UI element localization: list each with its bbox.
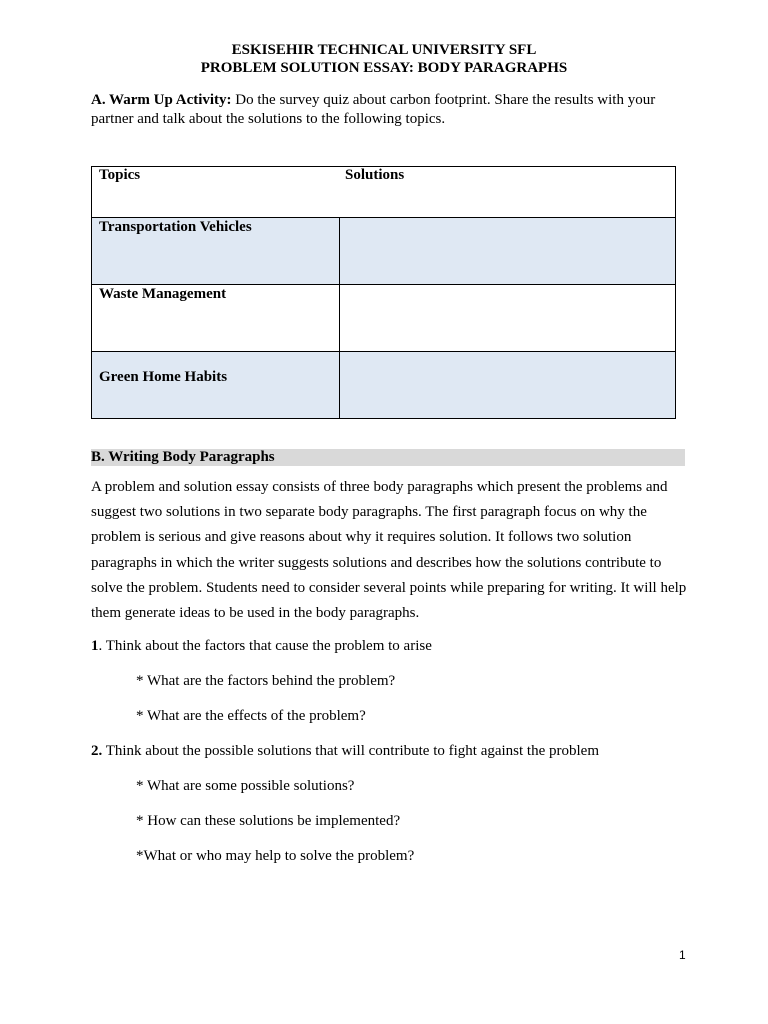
- point-1-text: . Think about the factors that cause the problem to arise: [98, 638, 432, 654]
- topic-label: Waste Management: [99, 286, 227, 302]
- section-b-paragraph: A problem and solution essay consists of three body paragraphs which present the problems and suggest two solutions in two separate body paragraphs. The first paragraph focus on why the problem is serious and give reasons about why it requires solution. It follows two solution paragraphs in which the writer suggests solutions and describes how the solutions contribute to solve the problem. Students need to consider several points while preparing for writing. It will help them generate ideas to be used in the body paragraphs.: [91, 479, 687, 622]
- column-header-solutions: Solutions: [345, 167, 405, 183]
- point-1-question-1: * What are the factors behind the problem?: [136, 673, 396, 689]
- table-row: [92, 218, 676, 285]
- point-1-number: 1: [91, 638, 99, 654]
- solution-cell[interactable]: [340, 218, 676, 285]
- warm-up-text: Do the survey quiz about carbon footprint. Share the results with your partner and talk about the solutions to the following topics.: [91, 92, 656, 127]
- table-row: [92, 285, 676, 352]
- page-number: 1: [679, 948, 686, 962]
- section-b-heading: B. Writing Body Paragraphs: [91, 449, 685, 466]
- point-2-question-3: *What or who may help to solve the problem?: [136, 848, 415, 864]
- topic-label: Green Home Habits: [99, 369, 228, 385]
- point-2: [91, 742, 599, 761]
- point-2-text: Think about the possible solutions that will contribute to fight against the problem: [102, 743, 599, 759]
- solution-cell[interactable]: [340, 352, 676, 419]
- document-header-title: PROBLEM SOLUTION ESSAY: BODY PARAGRAPHS: [200, 60, 568, 76]
- topic-cell: [92, 285, 340, 352]
- point-1-question-2: * What are the effects of the problem?: [136, 708, 366, 724]
- point-2-question-2: * How can these solutions be implemented?: [136, 813, 401, 829]
- warm-up-instructions: [91, 91, 691, 129]
- table-header-cell: [92, 167, 676, 218]
- warm-up-label: A. Warm Up Activity:: [91, 92, 232, 108]
- table-row: [92, 352, 676, 419]
- point-2-number: 2.: [91, 743, 103, 759]
- topic-label: Transportation Vehicles: [99, 219, 252, 235]
- point-2-question-1: * What are some possible solutions?: [136, 778, 355, 794]
- topic-cell: [92, 352, 340, 419]
- column-header-topics: Topics: [99, 167, 141, 183]
- point-1: [91, 637, 432, 656]
- topics-solutions-table: [91, 166, 676, 419]
- solution-cell[interactable]: [340, 285, 676, 352]
- topic-cell: [92, 218, 340, 285]
- table-header-row: [92, 167, 676, 218]
- document-header-institution: ESKISEHIR TECHNICAL UNIVERSITY SFL: [231, 42, 537, 58]
